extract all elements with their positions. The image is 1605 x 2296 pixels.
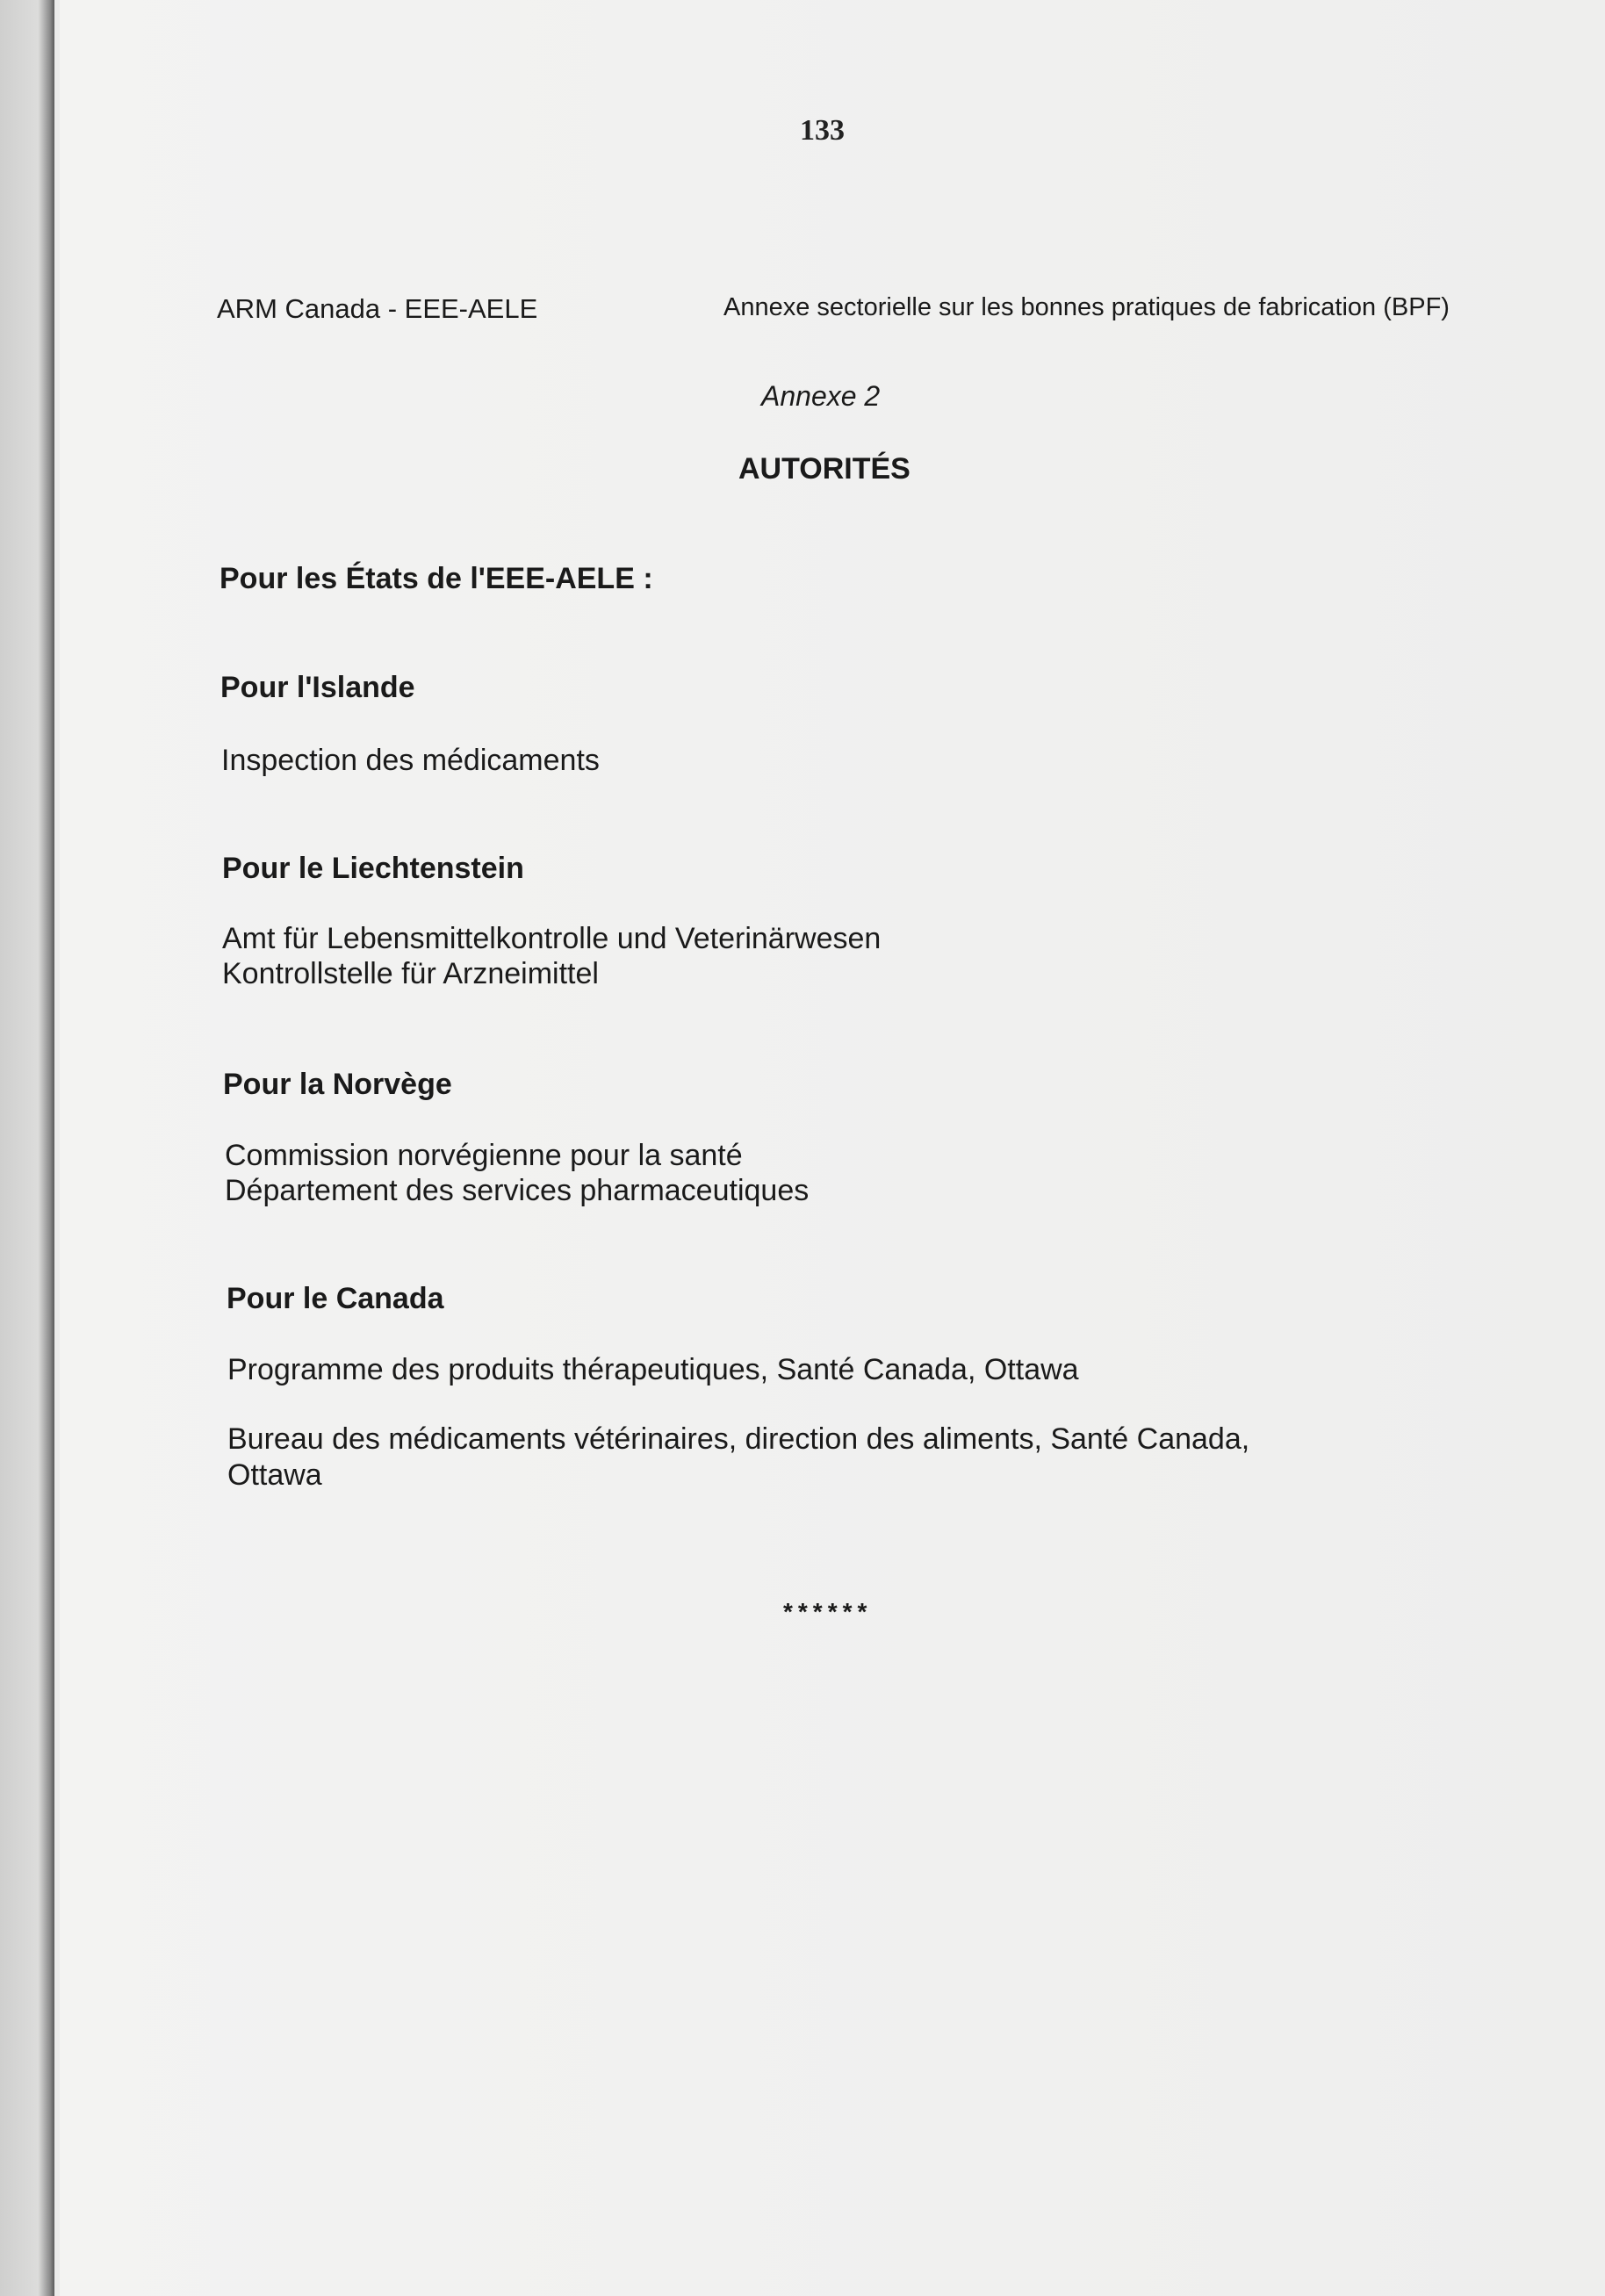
authority-canada-3: Ottawa [227,1458,322,1492]
annex-label: Annexe 2 [761,380,881,412]
authority-norvege-2: Département des services pharmaceutiques [225,1174,810,1207]
authority-norvege-1: Commission norvégienne pour la santé [225,1139,743,1172]
end-marker: ****** [783,1598,873,1625]
authority-liechtenstein-2: Kontrollstelle für Arzneimittel [222,957,599,990]
authority-islande: Inspection des médicaments [221,744,600,777]
section-heading-eee-aele: Pour les États de l'EEE-AELE : [220,562,653,595]
authority-canada-2: Bureau des médicaments vétérinaires, direction des aliments, Santé Canada, [227,1422,1250,1456]
authority-canada-1: Programme des produits thérapeutiques, Santé Canada, Ottawa [227,1353,1079,1386]
section-heading-liechtenstein: Pour le Liechtenstein [222,852,524,885]
page-number: 133 [800,114,845,147]
section-heading-norvege: Pour la Norvège [223,1068,452,1101]
running-header-right: Annexe sectorielle sur les bonnes pratiques de fabrication (BPF) [723,293,1450,321]
annex-title: AUTORITÉS [738,452,910,486]
section-heading-islande: Pour l'Islande [220,671,415,704]
section-heading-canada: Pour le Canada [227,1282,444,1315]
running-header-left: ARM Canada - EEE-AELE [217,293,538,324]
authority-liechtenstein-1: Amt für Lebensmittelkontrolle und Veterinärwesen [222,922,882,955]
book-spine [0,0,54,2296]
